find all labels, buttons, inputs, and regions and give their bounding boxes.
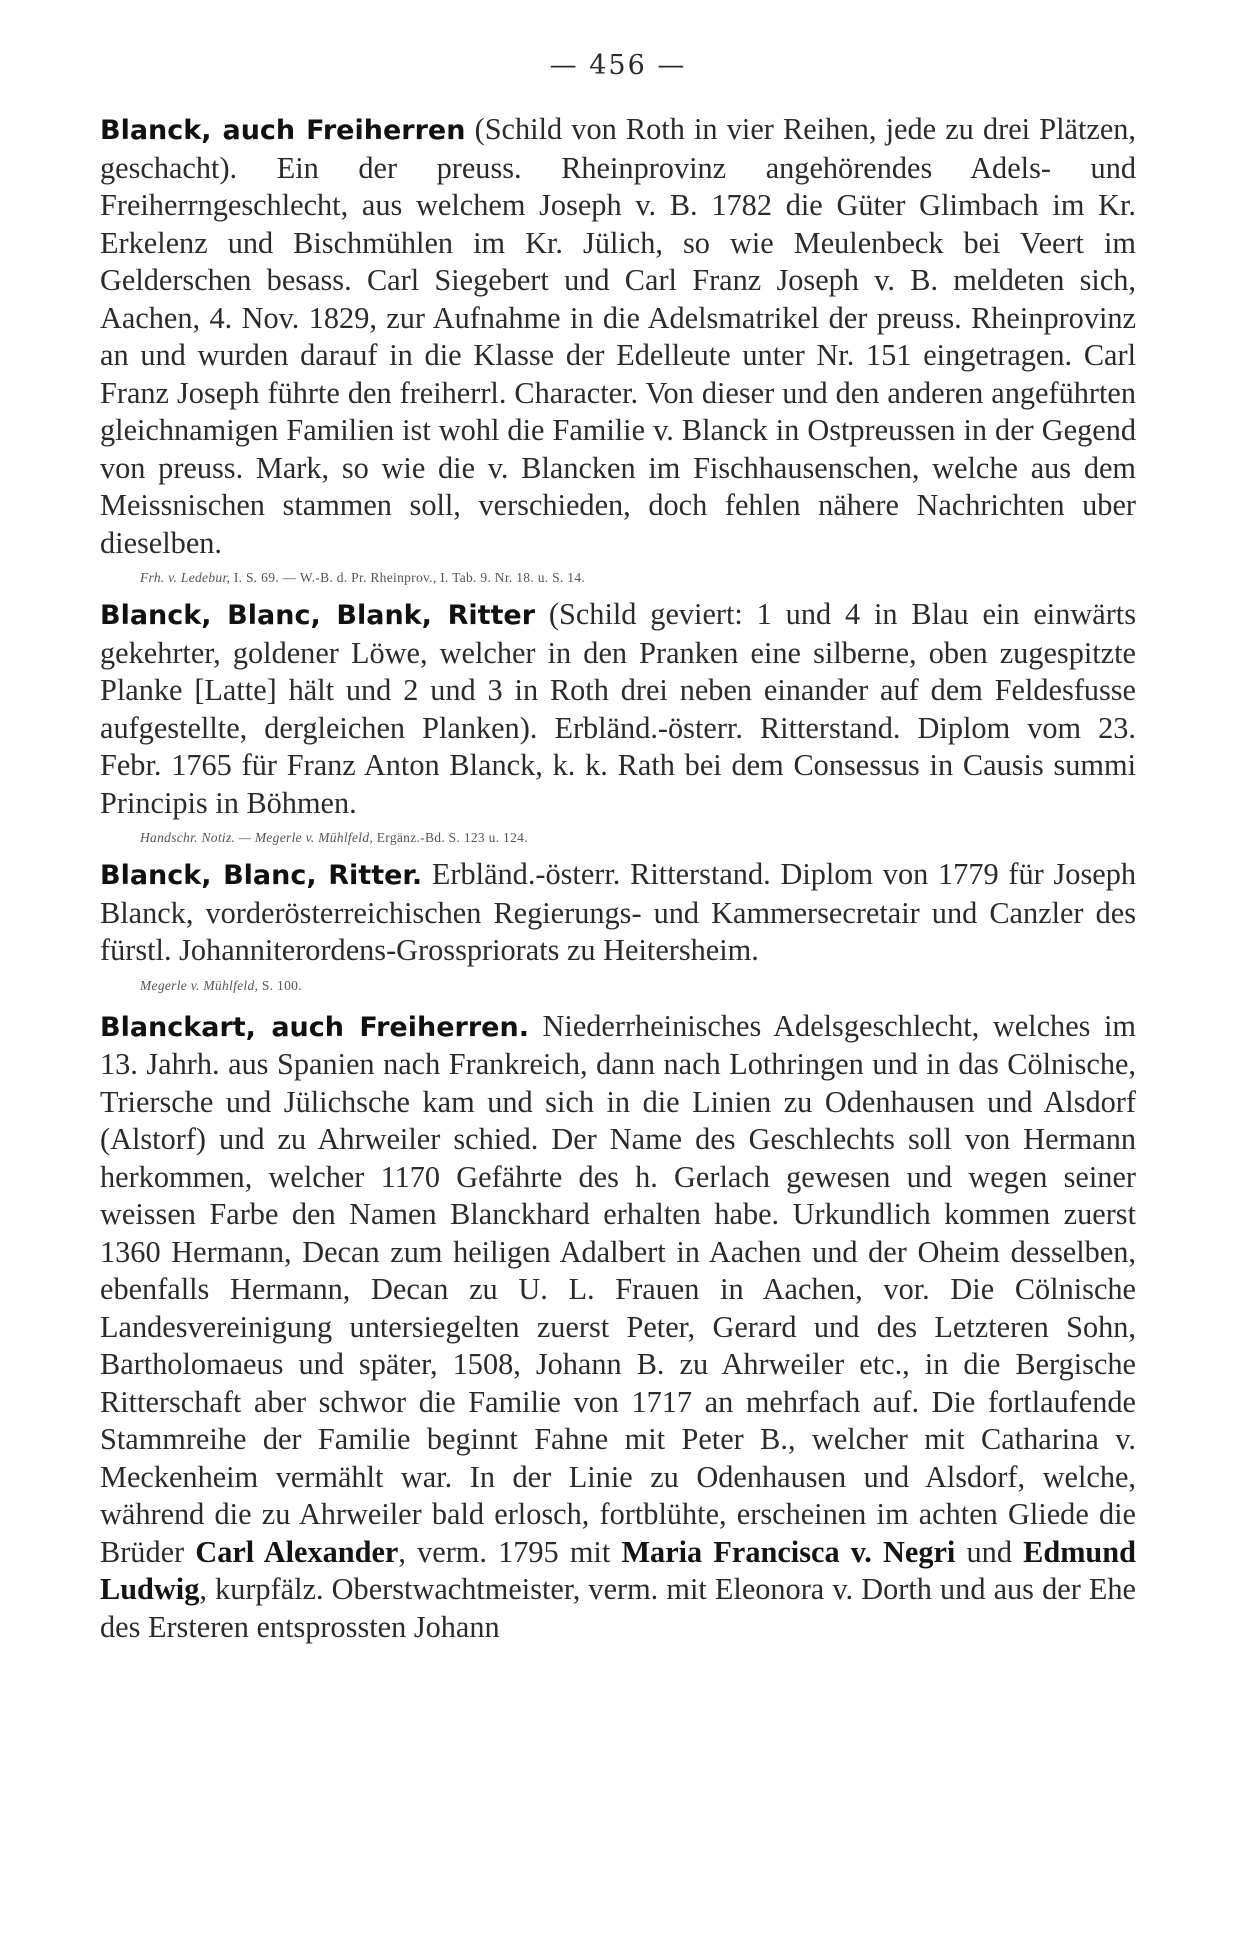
entry-heading: Blanckart, auch Freiherren.	[100, 1011, 529, 1043]
page-number: — 456 —	[549, 50, 687, 81]
source-author: Handschr. Notiz. — Megerle v. Mühlfeld,	[140, 830, 374, 845]
person-name: Maria Francisca v. Negri	[621, 1534, 956, 1569]
source-author: Megerle v. Mühlfeld,	[140, 977, 259, 993]
entry-text: , verm. 1795 mit	[398, 1534, 622, 1569]
entry-text: , kurpfälz. Oberstwachtmeister, verm. mit Eleonora v. Dorth und aus der Ehe des Ersteren entsprossten Johann	[100, 1572, 1136, 1644]
entry-blanckart	[100, 1008, 1136, 1647]
entry-text: und	[955, 1534, 1024, 1569]
entry-source	[140, 974, 1136, 998]
entry-blanck-freiherren	[100, 111, 1136, 562]
entry-heading: Blanck, auch Freiherren	[100, 115, 466, 146]
person-name: Carl Alexander	[195, 1534, 399, 1569]
source-reference: Ergänz.-Bd. S. 123 u. 124.	[373, 830, 528, 845]
entry-text: Erbländ.-österr. Ritterstand. Diplom von 1779 für Joseph Blanck, vorderösterreichischen Regierungs- und Kammersecretair und Canzler des fürstl. Johanniterordens-Grosspriorats zu Heitersheim.	[100, 857, 1136, 967]
entry-source	[140, 566, 1136, 590]
entry-text: (Schild von Roth in vier Reihen, jede zu drei Plätzen, geschacht). Ein der preuss. Rheinprovinz angehörendes Adels- und Freiherrngeschlecht, aus welchem Joseph v. B. 1782 die Güter Glimbach im Kr. Erkelenz und Bischmühlen im Kr. Jülich, so wie Meulenbeck bei Veert im Gelderschen besass. Carl Siegebert und Carl Franz Joseph v. B. meldeten sich, Aachen, 4. Nov. 1829, zur Aufnahme in die Adelsmatrikel der preuss. Rheinprovinz an und wurden darauf in die Klasse der Edelleute unter Nr. 151 eingetragen. Carl Franz Joseph führte den freiherrl. Character. Von dieser und den anderen angeführten gleichnamigen Familien ist wohl die Familie v. Blanck in Ostpreussen in der Gegend von preuss. Mark, so wie die v. Blancken im Fischhausenschen, welche aus dem Meissnischen stammen soll, verschieden, doch fehlen nähere Nachrichten uber dieselben.	[100, 112, 1136, 560]
entry-text: Niederrheinisches Adelsgeschlecht, welches im 13. Jahrh. aus Spanien nach Frankreich, dann nach Lothringen und in das Cölnische, Triersche und Jülichsche kam und sich in die Linien zu Odenhausen und Alsdorf (Alstorf) und zu Ahrweiler schied. Der Name des Geschlechts soll von Hermann herkommen, welcher 1170 Gefährte des h. Gerlach gewesen und wegen seiner weissen Farbe den Namen Blanckhard erhalten habe. Urkundlich kommen zuerst 1360 Hermann, Decan zum heiligen Adalbert in Aachen und der Oheim desselben, ebenfalls Hermann, Decan zu U. L. Frauen in Aachen, vor. Die Cölnische Landesvereinigung untersiegelten zuerst Peter, Gerard und des Letzteren Sohn, Bartholomaeus und später, 1508, Johann B. zu Ahrweiler etc., in die Bergische Ritterschaft aber schwor die Familie von 1717 an mehrfach auf. Die fortlaufende Stammreihe der Familie beginnt Fahne mit Peter B., welcher mit Catharina v. Meckenheim vermählt war. In der Linie zu Odenhausen und Alsdorf, welche, während die zu Ahrweiler bald erlosch, fortblühte, erscheinen im achten Gliede die Brüder	[100, 1008, 1136, 1569]
entry-blanck-blanc-ritter	[100, 856, 1136, 970]
entry-text: (Schild geviert: 1 und 4 in Blau ein einwärts gekehrter, goldener Löwe, welcher in den Pranken eine silberne, oben zugespitzte Planke [Latte] hält und 2 und 3 in Roth drei neben einander auf dem Feldesfusse aufgestellte, dergleichen Planken). Erbländ.-österr. Ritterstand. Diplom vom 23. Febr. 1765 für Franz Anton Blanck, k. k. Rath bei dem Consessus in Causis summi Principis in Böhmen.	[100, 597, 1136, 820]
entry-heading: Blanck, Blanc, Ritter.	[100, 860, 423, 891]
entry-heading: Blanck, Blanc, Blank, Ritter	[100, 600, 536, 631]
source-reference: S. 100.	[258, 977, 302, 993]
person-name: Edmund Ludwig	[100, 1534, 1136, 1606]
source-author: Frh. v. Ledebur,	[140, 570, 231, 585]
entry-blanck-ritter	[100, 596, 1136, 822]
entry-source	[140, 826, 1136, 850]
source-reference: I. S. 69. — W.-B. d. Pr. Rheinprov., I. Tab. 9. Nr. 18. u. S. 14.	[230, 570, 586, 585]
